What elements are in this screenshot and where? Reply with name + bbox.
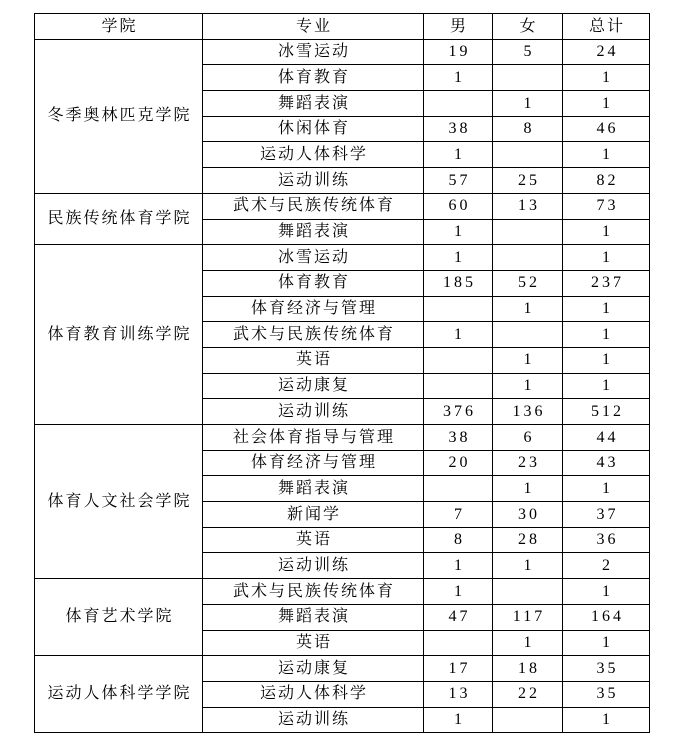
female-count-cell: 6	[493, 425, 563, 451]
major-cell: 舞蹈表演	[203, 604, 424, 630]
male-count-cell: 38	[424, 116, 493, 142]
male-count-cell: 60	[424, 193, 493, 219]
total-count-cell: 1	[563, 142, 650, 168]
total-count-cell: 1	[563, 579, 650, 605]
male-count-cell: 17	[424, 656, 493, 682]
total-count-cell: 2	[563, 553, 650, 579]
total-count-cell: 82	[563, 168, 650, 194]
college-cell: 民族传统体育学院	[35, 193, 203, 244]
female-count-cell: 136	[493, 399, 563, 425]
male-count-cell: 376	[424, 399, 493, 425]
female-count-cell: 18	[493, 656, 563, 682]
male-count-cell: 185	[424, 270, 493, 296]
female-count-cell: 22	[493, 681, 563, 707]
header-row	[35, 14, 650, 40]
major-cell: 武术与民族传统体育	[203, 193, 424, 219]
male-count-cell: 20	[424, 450, 493, 476]
male-count-cell: 1	[424, 219, 493, 245]
female-count-cell	[493, 707, 563, 733]
major-cell: 运动人体科学	[203, 681, 424, 707]
total-count-cell: 1	[563, 347, 650, 373]
major-cell: 社会体育指导与管理	[203, 425, 424, 451]
total-count-cell: 1	[563, 373, 650, 399]
female-count-cell: 8	[493, 116, 563, 142]
total-count-cell: 1	[563, 322, 650, 348]
college-cell: 体育艺术学院	[35, 579, 203, 656]
female-count-cell	[493, 579, 563, 605]
female-count-cell: 1	[493, 630, 563, 656]
major-cell: 运动康复	[203, 373, 424, 399]
male-count-cell	[424, 347, 493, 373]
female-count-cell: 13	[493, 193, 563, 219]
enrollment-table	[34, 13, 650, 733]
total-count-cell: 1	[563, 476, 650, 502]
major-cell: 体育教育	[203, 65, 424, 91]
major-cell: 武术与民族传统体育	[203, 322, 424, 348]
female-count-cell: 1	[493, 347, 563, 373]
female-count-cell: 52	[493, 270, 563, 296]
female-count-cell: 1	[493, 373, 563, 399]
table-row	[35, 245, 650, 271]
male-column-header: 男	[424, 14, 493, 40]
major-cell: 运动训练	[203, 553, 424, 579]
female-count-cell: 30	[493, 502, 563, 528]
table-body	[35, 39, 650, 733]
college-cell: 冬季奥林匹克学院	[35, 39, 203, 193]
major-cell: 舞蹈表演	[203, 219, 424, 245]
major-cell: 英语	[203, 630, 424, 656]
major-cell: 体育教育	[203, 270, 424, 296]
male-count-cell	[424, 91, 493, 117]
female-count-cell: 5	[493, 39, 563, 65]
male-count-cell	[424, 476, 493, 502]
total-count-cell: 36	[563, 527, 650, 553]
total-count-cell: 73	[563, 193, 650, 219]
male-count-cell: 1	[424, 579, 493, 605]
major-cell: 新闻学	[203, 502, 424, 528]
male-count-cell: 1	[424, 65, 493, 91]
major-cell: 体育经济与管理	[203, 450, 424, 476]
major-cell: 英语	[203, 527, 424, 553]
total-count-cell: 1	[563, 65, 650, 91]
female-count-cell	[493, 245, 563, 271]
college-column-header: 学院	[35, 14, 203, 40]
male-count-cell	[424, 630, 493, 656]
male-count-cell: 13	[424, 681, 493, 707]
total-count-cell: 1	[563, 91, 650, 117]
female-count-cell: 1	[493, 553, 563, 579]
major-cell: 冰雪运动	[203, 39, 424, 65]
major-cell: 运动训练	[203, 399, 424, 425]
total-count-cell: 1	[563, 296, 650, 322]
total-column-header: 总计	[563, 14, 650, 40]
table-row	[35, 579, 650, 605]
college-cell: 运动人体科学学院	[35, 656, 203, 733]
female-count-cell: 117	[493, 604, 563, 630]
major-cell: 运动人体科学	[203, 142, 424, 168]
major-cell: 休闲体育	[203, 116, 424, 142]
female-count-cell: 23	[493, 450, 563, 476]
major-cell: 武术与民族传统体育	[203, 579, 424, 605]
total-count-cell: 164	[563, 604, 650, 630]
male-count-cell	[424, 296, 493, 322]
total-count-cell: 1	[563, 245, 650, 271]
female-count-cell	[493, 322, 563, 348]
major-cell: 运动训练	[203, 168, 424, 194]
total-count-cell: 44	[563, 425, 650, 451]
total-count-cell: 237	[563, 270, 650, 296]
college-cell: 体育人文社会学院	[35, 425, 203, 579]
total-count-cell: 35	[563, 681, 650, 707]
total-count-cell: 46	[563, 116, 650, 142]
total-count-cell: 24	[563, 39, 650, 65]
male-count-cell: 57	[424, 168, 493, 194]
total-count-cell: 43	[563, 450, 650, 476]
table-row	[35, 425, 650, 451]
male-count-cell: 19	[424, 39, 493, 65]
male-count-cell: 1	[424, 553, 493, 579]
male-count-cell: 1	[424, 707, 493, 733]
female-count-cell: 25	[493, 168, 563, 194]
male-count-cell: 1	[424, 322, 493, 348]
total-count-cell: 35	[563, 656, 650, 682]
college-cell: 体育教育训练学院	[35, 245, 203, 425]
male-count-cell: 38	[424, 425, 493, 451]
male-count-cell: 8	[424, 527, 493, 553]
female-count-cell: 1	[493, 296, 563, 322]
male-count-cell	[424, 373, 493, 399]
female-count-cell	[493, 65, 563, 91]
table-row	[35, 39, 650, 65]
major-column-header: 专业	[203, 14, 424, 40]
female-count-cell: 28	[493, 527, 563, 553]
total-count-cell: 1	[563, 219, 650, 245]
male-count-cell: 47	[424, 604, 493, 630]
male-count-cell: 1	[424, 142, 493, 168]
female-count-cell	[493, 142, 563, 168]
female-count-cell: 1	[493, 91, 563, 117]
female-count-cell	[493, 219, 563, 245]
female-count-cell: 1	[493, 476, 563, 502]
total-count-cell: 1	[563, 707, 650, 733]
male-count-cell: 7	[424, 502, 493, 528]
major-cell: 运动康复	[203, 656, 424, 682]
major-cell: 运动训练	[203, 707, 424, 733]
total-count-cell: 512	[563, 399, 650, 425]
major-cell: 冰雪运动	[203, 245, 424, 271]
table-row	[35, 656, 650, 682]
table-row	[35, 193, 650, 219]
female-column-header: 女	[493, 14, 563, 40]
total-count-cell: 1	[563, 630, 650, 656]
major-cell: 英语	[203, 347, 424, 373]
major-cell: 舞蹈表演	[203, 91, 424, 117]
major-cell: 体育经济与管理	[203, 296, 424, 322]
total-count-cell: 37	[563, 502, 650, 528]
male-count-cell: 1	[424, 245, 493, 271]
major-cell: 舞蹈表演	[203, 476, 424, 502]
